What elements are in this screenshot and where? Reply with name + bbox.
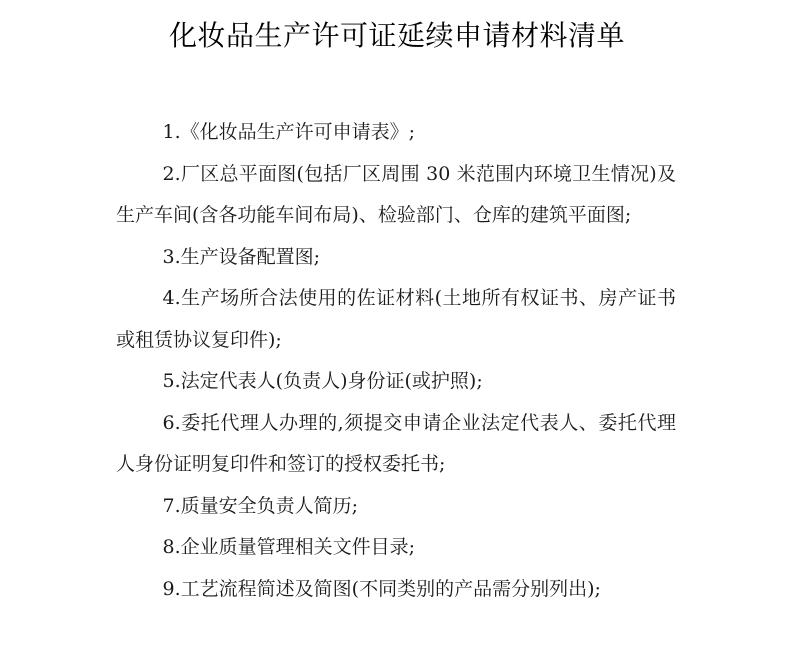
list-item: 8.企业质量管理相关文件目录; [162, 536, 416, 558]
list-item: 3.生产设备配置图; [162, 245, 321, 268]
list-item: 9.工艺流程简述及简图(不同类别的产品需分别列出); [162, 577, 601, 600]
list-item: 2.厂区总平面图(包括厂区周围 30 米范围内环境卫生情况)及生产车间(含各功能车间布局)、检验部门、仓库的建筑平面图; [116, 162, 676, 226]
list-item: 1.《化妆品生产许可申请表》; [162, 121, 416, 143]
list-item: 4.生产场所合法使用的佐证材料(土地所有权证书、房产证书或租赁协议复印件); [116, 287, 676, 351]
document-title: 化妆品生产许可证延续申请材料清单 [168, 19, 625, 52]
list-item: 5.法定代表人(负责人)身份证(或护照); [162, 370, 483, 392]
list-item: 6.委托代理人办理的,须提交申请企业法定代表人、委托代理人身份证明复印件和签订的授权委托书; [116, 411, 676, 475]
document-body [116, 112, 676, 610]
list-item: 7.质量安全负责人简历; [162, 494, 359, 517]
